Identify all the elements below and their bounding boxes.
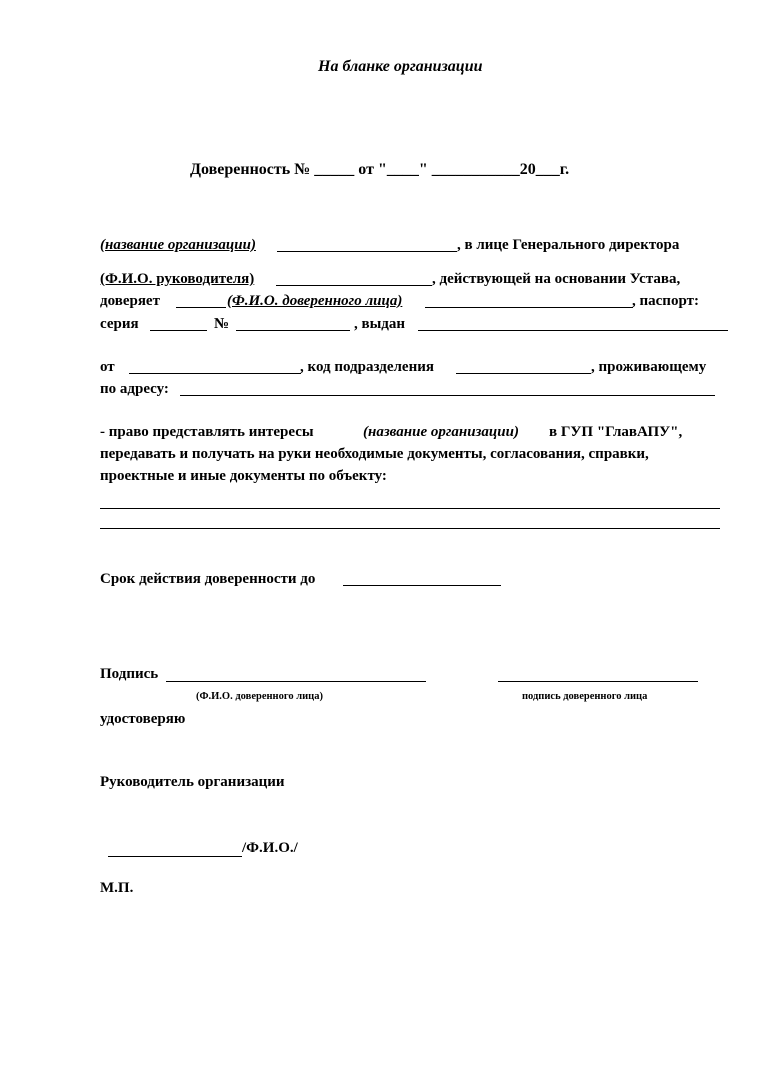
stamp-place-label: М.П. bbox=[100, 880, 134, 896]
issued-label: , выдан bbox=[354, 316, 406, 332]
passport-label: , паспорт: bbox=[632, 293, 699, 309]
object-blank-2 bbox=[100, 528, 720, 529]
director-intro: , в лице Генерального директора bbox=[457, 237, 680, 253]
issue-date-blank bbox=[129, 373, 301, 374]
rights-text-end: в ГУП "ГлавАПУ", bbox=[549, 424, 683, 440]
signature-caption-left: (Ф.И.О. доверенного лица) bbox=[196, 691, 323, 702]
object-blank-1 bbox=[100, 508, 720, 509]
head-signature-blank bbox=[108, 856, 242, 857]
director-name-blank bbox=[276, 285, 432, 286]
org-name-blank bbox=[277, 251, 457, 252]
division-code-blank bbox=[456, 373, 591, 374]
org-name-placeholder-2: (название организации) bbox=[363, 424, 519, 440]
trustee-blank-right bbox=[425, 307, 633, 308]
org-name-placeholder: (название организации) bbox=[100, 237, 256, 253]
trustee-name-placeholder: (Ф.И.О. доверенного лица) bbox=[227, 293, 403, 309]
signature-blank-right bbox=[498, 681, 698, 682]
head-fio-label: /Ф.И.О./ bbox=[242, 840, 298, 856]
number-sign: № bbox=[214, 316, 230, 332]
residing-label: , проживающему bbox=[591, 359, 707, 375]
address-blank bbox=[180, 395, 715, 396]
passport-number-blank bbox=[236, 330, 350, 331]
acting-basis: , действующей на основании Устава, bbox=[432, 271, 681, 287]
signature-name-blank bbox=[166, 681, 426, 682]
address-label: по адресу: bbox=[100, 381, 169, 397]
letterhead-note: На бланке организации bbox=[318, 58, 483, 75]
director-name-placeholder: (Ф.И.О. руководителя) bbox=[100, 271, 255, 287]
division-code-label: , код подразделения bbox=[300, 359, 434, 375]
signature-label: Подпись bbox=[100, 666, 159, 682]
validity-label: Срок действия доверенности до bbox=[100, 571, 316, 587]
signature-caption-right: подпись доверенного лица bbox=[522, 691, 648, 702]
certify-label: удостоверяю bbox=[100, 711, 186, 727]
trustee-blank-left bbox=[176, 307, 226, 308]
rights-text-line2: передавать и получать на руки необходимые документы, согласования, справки, bbox=[100, 446, 649, 462]
series-blank bbox=[150, 330, 207, 331]
issued-by-blank bbox=[418, 330, 728, 331]
head-of-org-label: Руководитель организации bbox=[100, 774, 285, 790]
rights-text-start: - право представлять интересы bbox=[100, 424, 314, 440]
entrusts-label: доверяет bbox=[100, 293, 160, 309]
document-title: Доверенность № _____ от "____" ___________20___г. bbox=[190, 161, 570, 178]
issue-date-label: от bbox=[100, 359, 115, 375]
validity-blank bbox=[343, 585, 501, 586]
series-label: серия bbox=[100, 316, 139, 332]
rights-text-line3: проектные и иные документы по объекту: bbox=[100, 468, 387, 484]
